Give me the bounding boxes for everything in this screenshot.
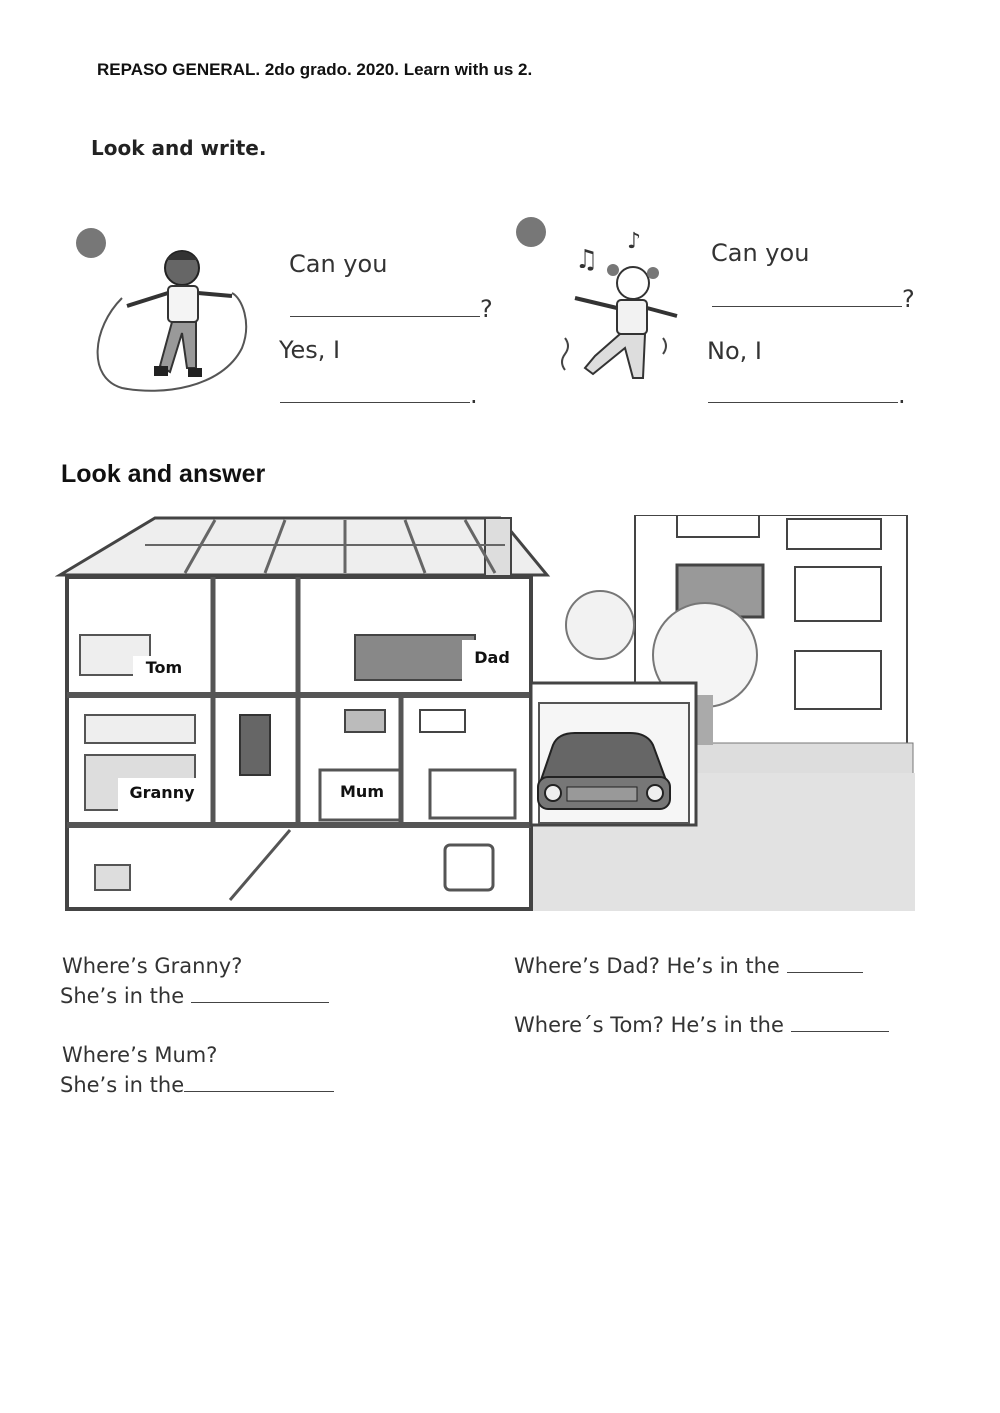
car-icon [538, 733, 670, 809]
bullet-dot [516, 217, 546, 247]
answer-granny-prompt: She’s in the [60, 984, 185, 1008]
answer-blank[interactable] [712, 278, 902, 307]
answer-1-prompt: Yes, I [279, 336, 341, 364]
house-label-mum: Mum [340, 782, 384, 801]
answer-blank[interactable] [791, 1013, 889, 1032]
question-mum: Where’s Mum? [62, 1043, 218, 1067]
house-label-tom: Tom [145, 658, 183, 677]
question-2-prompt: Can you [711, 239, 810, 267]
answer-mum-line [60, 1073, 334, 1097]
question-tom-line [514, 1013, 889, 1037]
question-2-line [712, 278, 915, 313]
answer-blank[interactable] [787, 954, 863, 973]
section-heading-look-and-write: Look and write. [91, 136, 267, 160]
label-box [133, 656, 195, 680]
period: . [898, 381, 906, 409]
boy-jumping-rope-illustration [92, 238, 252, 398]
answer-2-prompt: No, I [707, 337, 762, 365]
question-mark: ? [902, 285, 915, 313]
answer-blank[interactable] [708, 376, 898, 403]
girl-dancing-illustration [555, 228, 695, 398]
answer-2-line [708, 376, 906, 409]
question-dad-line [514, 954, 863, 978]
label-box [336, 780, 388, 804]
music-note-icon: ♫ [575, 245, 599, 275]
question-granny: Where’s Granny? [62, 954, 243, 978]
answer-mum-prompt: She’s in the [60, 1073, 185, 1097]
house-label-dad: Dad [474, 648, 510, 667]
answer-granny-line [60, 984, 329, 1008]
house-cutaway-illustration [55, 515, 920, 915]
question-1-line [290, 288, 493, 323]
label-box [462, 640, 522, 688]
label-box [118, 778, 206, 818]
tree-icon [566, 591, 634, 659]
answer-blank[interactable] [280, 376, 470, 403]
question-1-prompt: Can you [289, 250, 388, 278]
worksheet-title: REPASO GENERAL. 2do grado. 2020. Learn with us 2. [97, 60, 533, 79]
answer-1-line [280, 376, 478, 409]
question-tom: Where´s Tom? He’s in the [514, 1013, 784, 1037]
answer-blank[interactable] [184, 1073, 334, 1092]
section-heading-look-and-answer: Look and answer [61, 460, 266, 488]
answer-blank[interactable] [290, 288, 480, 317]
question-mark: ? [480, 295, 493, 323]
period: . [470, 381, 478, 409]
answer-blank[interactable] [191, 984, 329, 1003]
question-dad: Where’s Dad? He’s in the [514, 954, 780, 978]
house-label-granny: Granny [129, 783, 195, 802]
music-note-icon: ♪ [627, 229, 642, 254]
